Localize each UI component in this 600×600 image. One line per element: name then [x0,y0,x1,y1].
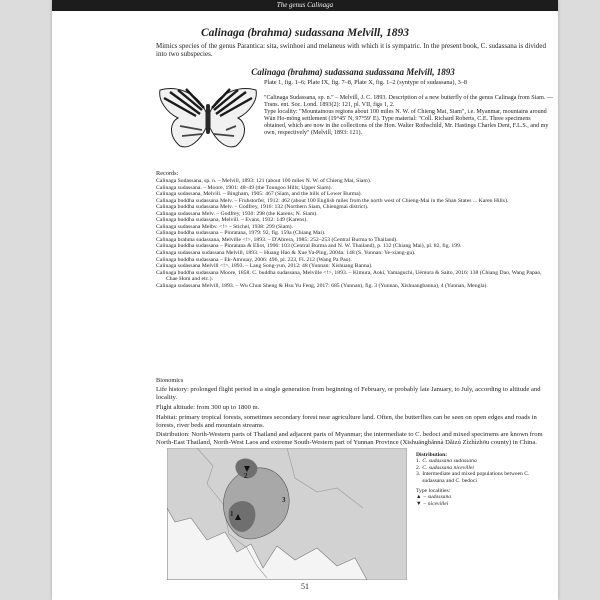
triangle-down-icon: ▼ [416,500,422,507]
record-item: Calinaga sudassana Melv. – Godfrey, 1930: 298 (the Karens; N. Siam). [156,210,318,217]
original-description [264,95,554,138]
type-locality-item: ▼ – nicevillei [416,500,449,507]
record-item: Calinaga sudassana Melbv. <!> – Stichel, 1938: 299 (Siam). [156,223,293,230]
record-item: Calinaga sudassana sudassana Melvill, 1893. – Huang Hao & Xue Ya-Ping, 2004a: 148 (S. Yunnan: Ye-xiang-gu). [156,250,416,257]
species-title: Calinaga (brahma) sudassana Melvill, 1893 [201,27,409,39]
map-legend [416,452,538,507]
type-locality-item: ▲ – sudassana [416,494,452,501]
intro-paragraph: Mimics species of the genus Parantica: sita, swinhoei and melaneus with which it is sympatric. In the present book, C. sudassana is divided into two subspecies. [156,42,546,59]
record-item: Calinaga sudassana. – Moore, 1901: 48–49 (the Toungoo Hills; Upper Siam). [156,184,332,191]
description-paragraph: "Calinaga Sudassana, sp. n." – Melvill, J. C. 1893. Description of a new butterfly of the genus Calinaga from Siam. — Trans. ent. Soc. Lond. 1893(2): 121, pl. VII, figs 1, 2. [264,95,553,109]
record-item: Calinaga brahma sudassana, Melville <!>, 1893. – D'Abrera, 1985: 252–253 (Central Burma to Thailand). [156,236,398,243]
record-item: Calinaga buddha sudassana – Pinratana & Eliot, 1996: 103 (Central Burma and N. W. Thailand), p. 132 (Chiang Mai), pl. 82, fig. 199. [156,243,462,250]
running-header: The genus Calinaga [52,0,558,11]
triangle-up-icon: ▲ [416,494,422,501]
record-item: Calinaga buddha sudassana – Ek-Amnuay, 2006: 496, pl. 223, Fl. 212 (Wang Pa Pao). [156,256,352,263]
record-item: Calinaga sudassana Melvill <!>, 1893. – Lang Song-yun, 2012: 48 (Yunnan: Xishuang Banna). [156,263,373,270]
record-item: Calinaga sudassana, Melvill. – Bingham, 1905: 467 (Siam, and the hills of Lower Burma). [156,191,362,198]
record-item: Calinaga sudassana Melvill, 1893. – Wu Chun Sheng & Hsu Yu Feng, 2017: 685 (Yunnan), fig. 3 (Yunnan, Xishuangbanna), 4 (Yunnan, Mengla). [156,282,488,289]
legend-item: 2. C. sudassana nicevillei [416,464,474,471]
legend-title: Distribution: [416,452,448,458]
record-item: Calinaga buddha sudassana, Melvill. – Evans, 1932: 149 (Karens). [156,217,308,224]
record-item: Calinaga buddha sudassana – Pinratana, 1979: 92, fig. 159a (Chiang Mai). [156,230,326,237]
page-number: 51 [301,582,309,591]
type-localities-title: Type localities: [416,488,451,495]
record-item: Calinaga buddha sudassana Melv. – Fruhstorfer, 1912: 462 (about 100 English miles from the north west of Chieng-Mai in the Shan States ... Karen Hills). [156,197,509,204]
description-paragraph: Type locality: "Mountainous regions about 100 miles N. W. of Chieng Mai, Siam", i.e. Myanmar, mountains around Wān Ho-mōng settlement (19°45′ N, 97°59′ E). Type material: "Coll. Richard Roberts, C.E. Three specimens obtained, which are now in the collections of the Hon. Walter Rothschild, Mr. Hastings Charles Dent, F.L.S., and my own, respectively" (Melvill, 1893: 121). [264,109,549,137]
habitat-paragraph: Habitat: primary tropical forests, sometimes secondary forest near agriculture land. Often, the butterflies can be seen on open edges and roads in forests, river beds and mountain streams. [156,414,537,429]
distribution-paragraph: Distribution: North-Western parts of Thailand and adjacent parts of Myanmar; the intermediate to C. bedoci and mixed specimens are known from North-East Thailand, North-West Laos and extreme South-Western part of Yunnan Province (Xīshuāngbǎnnà Dǎizú Zìzhìzhōu county) in China. [156,431,543,446]
record-item: Calinaga buddha sudassana Moore, 1858. C. buddha sudassana, Melville <!>, 1893. – Kimura, Aoki, Yamaguchi, Uémura & Saito, 2016: 138 (Chiang Dao, Wang Papao, Chae Hom and etc.). [156,269,542,283]
record-item: Calinaga buddha sudassana Melv. – Godfrey, 1916: 132 (Northern Siam, Chiengmai district). [156,204,369,211]
life-history-paragraph: Life history: prolonged flight period in a single generation from beginning of February, or probably late January, to July, according to altitude and locality. [156,386,541,401]
subspecies-title: Calinaga (brahma) sudassana sudassana Melvill, 1893 [251,67,455,77]
flight-altitude-paragraph: Flight altitude: from 300 up to 1800 m. [156,404,260,411]
butterfly-photo [156,84,260,164]
records-list [156,178,552,289]
legend-item: 1. C. sudassana sudassana [416,458,477,465]
map-label-2: 2 [244,472,248,480]
plate-reference: Plate 1, fig. 1–6; Plate IX, fig. 7–8, Plate X, fig. 1–2 (syntype of sudassana), 3–8 [264,79,468,86]
records-heading: Records: [156,170,179,177]
legend-item: 3. Intermediate and mixed populations between C. sudassana and C. bedoci [416,471,530,484]
record-item: Calinaga Sudassana, sp. n. – Melvill, 1893: 121 (about 100 miles N. W. of Chieng Mai, Siam). [156,178,372,184]
distribution-map [167,448,407,580]
book-page [52,0,558,600]
bionomics-heading: Bionomics [156,377,184,384]
map-label-1: 1 [230,510,234,518]
map-label-3: 3 [282,496,286,504]
